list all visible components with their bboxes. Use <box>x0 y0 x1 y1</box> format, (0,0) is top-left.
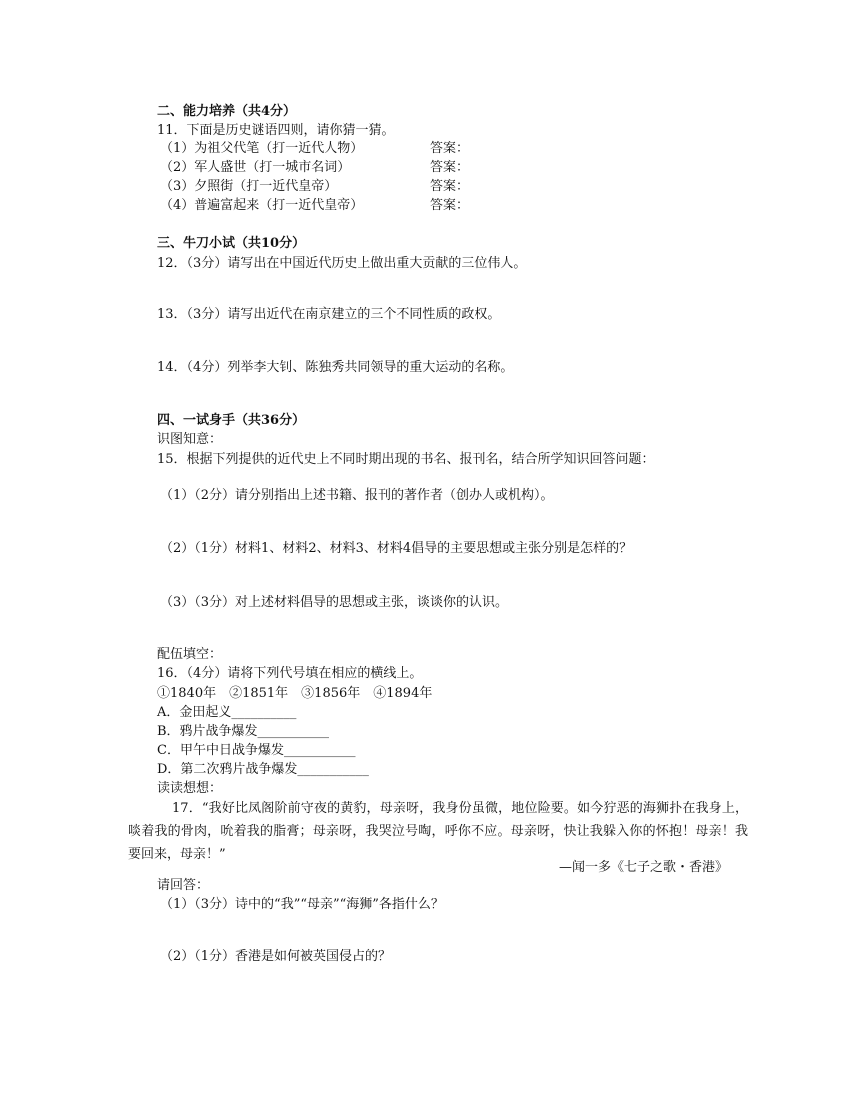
riddle-4-answer-label: 答案： <box>430 198 470 213</box>
question-14: 14．（4分）列举李大钊、陈独秀共同领导的重大运动的名称。 <box>157 360 514 375</box>
riddle-2-answer-label: 答案： <box>430 160 470 175</box>
label-match: 配伍填空： <box>157 647 223 662</box>
section-heading-4: 四、一试身手（共36分） <box>157 413 306 428</box>
riddle-2: （2）军人盛世（打一城市名词） <box>160 160 351 175</box>
question-16-c: C．甲午中日战争爆发___________ <box>157 743 356 758</box>
riddle-4: （4）普遍富起来（打一近代皇帝） <box>160 198 364 213</box>
question-15-3: （3）（3分）对上述材料倡导的思想或主张，谈谈你的认识。 <box>160 595 509 610</box>
riddle-3: （3）夕照街（打一近代皇帝） <box>160 179 338 194</box>
question-12: 12．（3分）请写出在中国近代历史上做出重大贡献的三位伟人。 <box>157 256 527 271</box>
section-heading-2: 二、能力培养（共4分） <box>157 104 297 119</box>
riddle-1-answer-label: 答案： <box>430 141 470 156</box>
question-16-b: B．鸦片战争爆发___________ <box>157 724 330 739</box>
question-16-d: D．第二次鸦片战争爆发___________ <box>157 762 369 777</box>
question-17-1: （1）（3分）诗中的“我”“母亲”“海狮”各指什么？ <box>160 897 444 912</box>
question-17-2: （2）（1分）香港是如何被英国侵占的？ <box>160 949 392 964</box>
riddle-3-answer-label: 答案： <box>430 179 470 194</box>
label-read: 读读想想： <box>157 781 223 796</box>
section-heading-3: 三、牛刀小试（共10分） <box>157 236 306 251</box>
question-16: 16．（4分）请将下列代号填在相应的横线上。 <box>157 666 423 681</box>
question-16-a: A．金田起义__________ <box>157 705 297 720</box>
poem-source: —闻一多《七子之歌・香港》 <box>558 860 728 875</box>
question-16-options: ①1840年 ②1851年 ③1856年 ④1894年 <box>157 686 433 701</box>
label-map: 识图知意： <box>157 432 223 447</box>
question-15-1: （1）（2分）请分别指出上述书籍、报刊的著作者（创办人或机构）。 <box>160 488 554 503</box>
question-15: 15．根据下列提供的近代史上不同时期出现的书名、报刊名，结合所学知识回答问题： <box>157 452 655 467</box>
label-answer: 请回答： <box>157 878 210 893</box>
riddle-1: （1）为祖父代笔（打一近代人物） <box>160 141 364 156</box>
question-17: 17．“我好比凤阁阶前守夜的黄豹，母亲呀，我身份虽微，地位险要。如今狞恶的海狮扑在我身上，啖着我的骨肉，吮着我的脂膏；母亲呀，我哭泣号啕，呼你不应。母亲呀，快让我躲入你的怀抱！母亲！我要回来，母亲！” <box>128 801 748 862</box>
question-13: 13．（3分）请写出近代在南京建立的三个不同性质的政权。 <box>157 307 501 322</box>
question-11: 11．下面是历史谜语四则，请你猜一猜。 <box>157 123 395 138</box>
question-15-2: （2）（1分）材料1、材料2、材料3、材料4倡导的主要思想或主张分别是怎样的？ <box>160 541 633 556</box>
